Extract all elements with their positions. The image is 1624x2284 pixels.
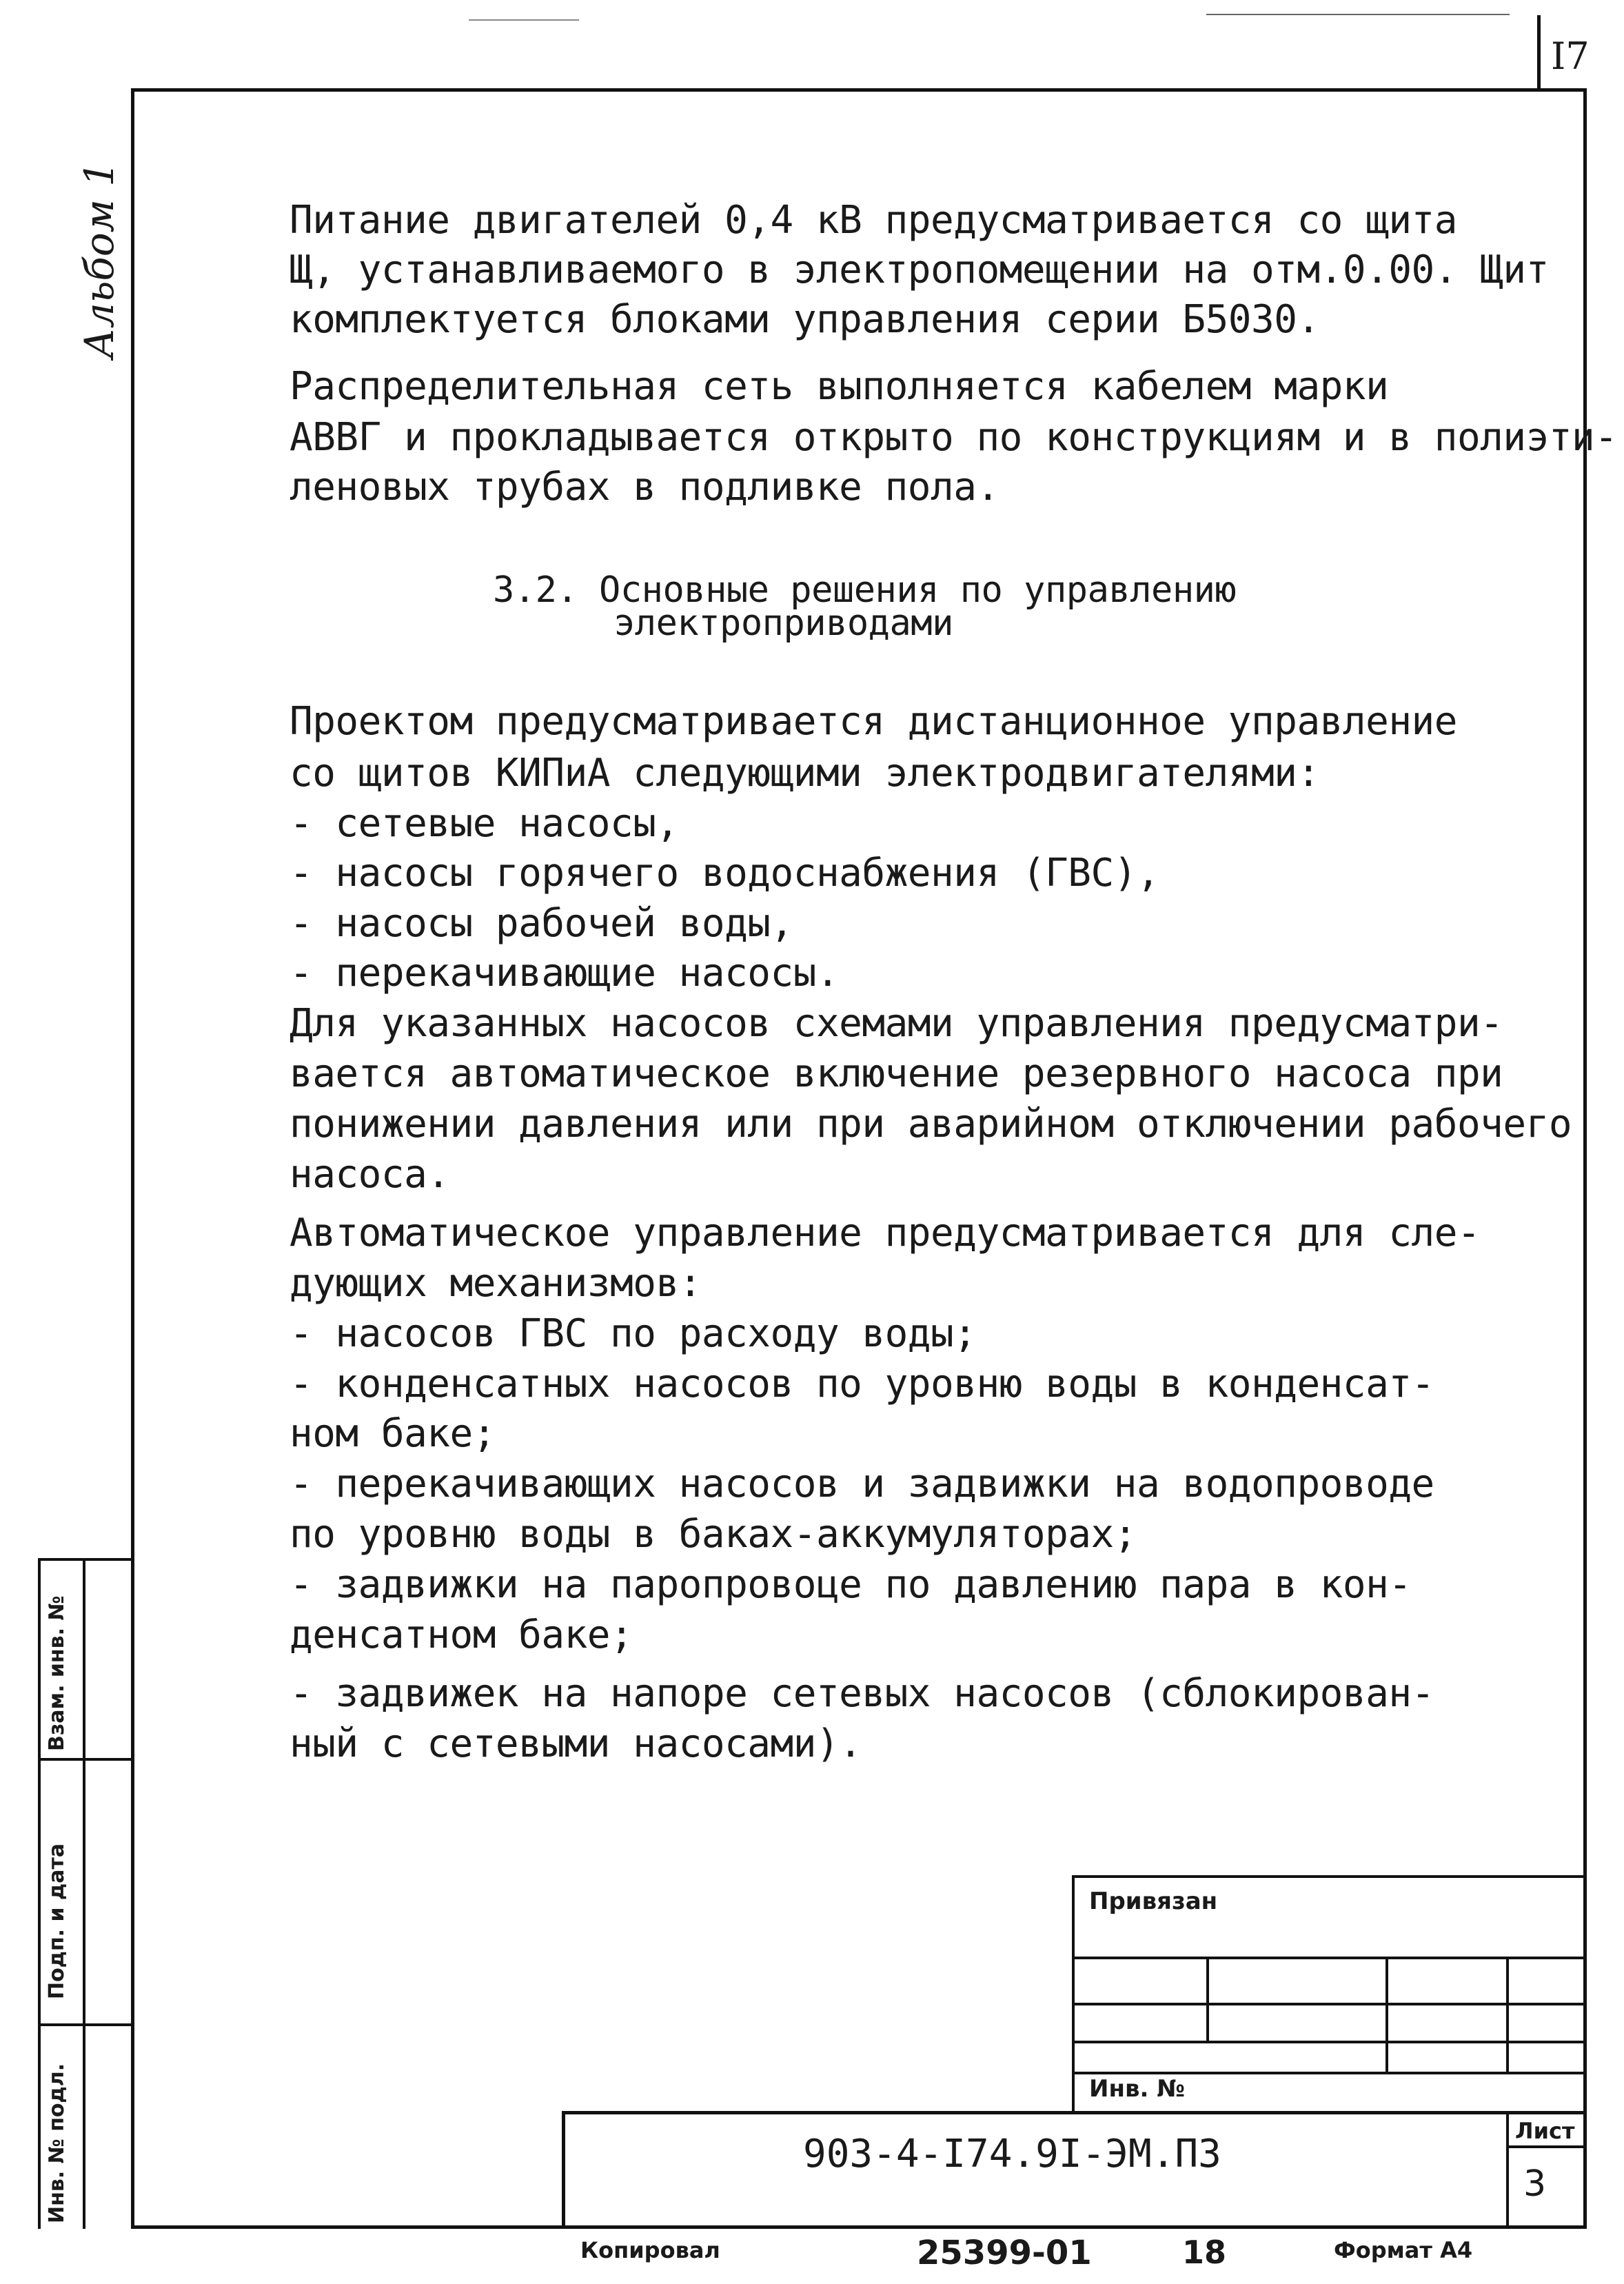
list-item: - конденсатных насосов по уровню воды в конденсат- xyxy=(290,1362,1434,1406)
list-item: - перекачивающих насосов и задвижки на водопроводе xyxy=(290,1462,1434,1506)
body-line: со щитов КИПиА следующими электродвигателями: xyxy=(290,751,1320,796)
stamp-col xyxy=(1206,1957,1209,2042)
scan-mark xyxy=(1206,14,1510,15)
side-table-row xyxy=(38,2023,134,2026)
body-line: Питание двигателей 0,4 кВ предусматривается со щита xyxy=(290,198,1457,243)
title-strip-divider xyxy=(1506,2111,1509,2229)
list-item: - насосы горячего водоснабжения (ГВС), xyxy=(290,851,1160,896)
stamp-row xyxy=(1072,1957,1587,1959)
frame-left xyxy=(131,88,134,2229)
list-item: - задвижки на паропровоце по давлению пара в кон- xyxy=(290,1562,1412,1607)
side-label-podp-data: Подп. и дата xyxy=(45,1843,69,1999)
margin-note: Альбом 1 xyxy=(76,161,123,358)
body-line: дующих механизмов: xyxy=(290,1261,702,1306)
stamp-border xyxy=(1072,1875,1075,2113)
section-heading-line1: 3.2. Основные решения по управлению xyxy=(493,569,1237,611)
footer-order-number: 25399-01 xyxy=(917,2234,1092,2272)
scan-mark xyxy=(469,19,579,21)
page-frame-top-right xyxy=(1537,15,1541,91)
footer-copy-number: 18 xyxy=(1182,2234,1227,2271)
body-line: Распределительная сеть выполняется кабелем марки xyxy=(290,364,1389,409)
sheet-number: 3 xyxy=(1523,2163,1547,2205)
list-item: - насосов ГВС по расходу воды; xyxy=(290,1311,977,1356)
side-table-divider xyxy=(83,1558,85,2229)
side-table-row xyxy=(38,1758,134,1761)
sheet-label: Лист xyxy=(1515,2118,1575,2144)
title-strip-top xyxy=(562,2111,1587,2114)
side-table-left xyxy=(38,1558,41,2229)
list-item: - сетевые насосы, xyxy=(290,801,679,846)
list-item: по уровню воды в баках-аккумуляторах; xyxy=(290,1512,1137,1557)
document-code: 903-4-I74.9I-ЭМ.ПЗ xyxy=(803,2132,1221,2176)
list-item: ный с сетевыми насосами). xyxy=(290,1721,862,1766)
stamp-border xyxy=(1072,1875,1587,1878)
body-line: комплектуется блоками управления серии Б5030. xyxy=(290,297,1320,342)
footer-kopiroval: Копировал xyxy=(580,2237,720,2263)
body-line: АВВГ и прокладывается открыто по конструкциям и в полиэти- xyxy=(290,415,1618,460)
stamp-col xyxy=(1506,1957,1509,2072)
stamp-col xyxy=(1386,1957,1388,2072)
stamp-row xyxy=(1072,2003,1587,2005)
body-line: леновых трубах в подливке пола. xyxy=(290,465,999,509)
stamp-row xyxy=(1072,2041,1587,2043)
frame-bottom xyxy=(131,2225,1587,2229)
body-line: Автоматическое управление предусматривается для сле- xyxy=(290,1211,1481,1255)
sheet-box-row xyxy=(1506,2145,1587,2148)
section-heading-line2: электроприводами xyxy=(613,603,953,644)
list-item: денсатном баке; xyxy=(290,1613,633,1657)
footer-format: Формат А4 xyxy=(1334,2237,1473,2263)
list-item: - задвижек на напоре сетевых насосов (сблокирован- xyxy=(290,1671,1434,1716)
title-strip-left xyxy=(562,2111,565,2229)
stamp-privyazan-label: Привязан xyxy=(1089,1888,1218,1915)
body-line: вается автоматическое включение резервного насоса при xyxy=(290,1051,1503,1096)
stamp-inv-no-label: Инв. № xyxy=(1089,2075,1186,2103)
stamp-row xyxy=(1072,2072,1587,2074)
side-label-inv-podl: Инв. № подл. xyxy=(45,2063,69,2223)
body-line: понижении давления или при аварийном отключении рабочего xyxy=(290,1102,1572,1146)
body-line: Щ, устанавливаемого в электропомещении на отм.0.00. Щит xyxy=(290,247,1549,292)
list-item: - насосы рабочей воды, xyxy=(290,901,793,946)
body-line: Для указанных насосов схемами управления предусматри- xyxy=(290,1001,1503,1046)
list-item: ном баке; xyxy=(290,1411,496,1456)
page-number: I7 xyxy=(1551,34,1590,78)
body-line: насоса. xyxy=(290,1152,450,1197)
list-item: - перекачивающие насосы. xyxy=(290,951,840,996)
frame-right xyxy=(1583,88,1587,2229)
body-line: Проектом предусматривается дистанционное управление xyxy=(290,699,1457,744)
side-table-top xyxy=(38,1558,134,1561)
side-label-vzam-inv: Взам. инв. № xyxy=(45,1595,69,1751)
frame-top xyxy=(131,88,1587,92)
